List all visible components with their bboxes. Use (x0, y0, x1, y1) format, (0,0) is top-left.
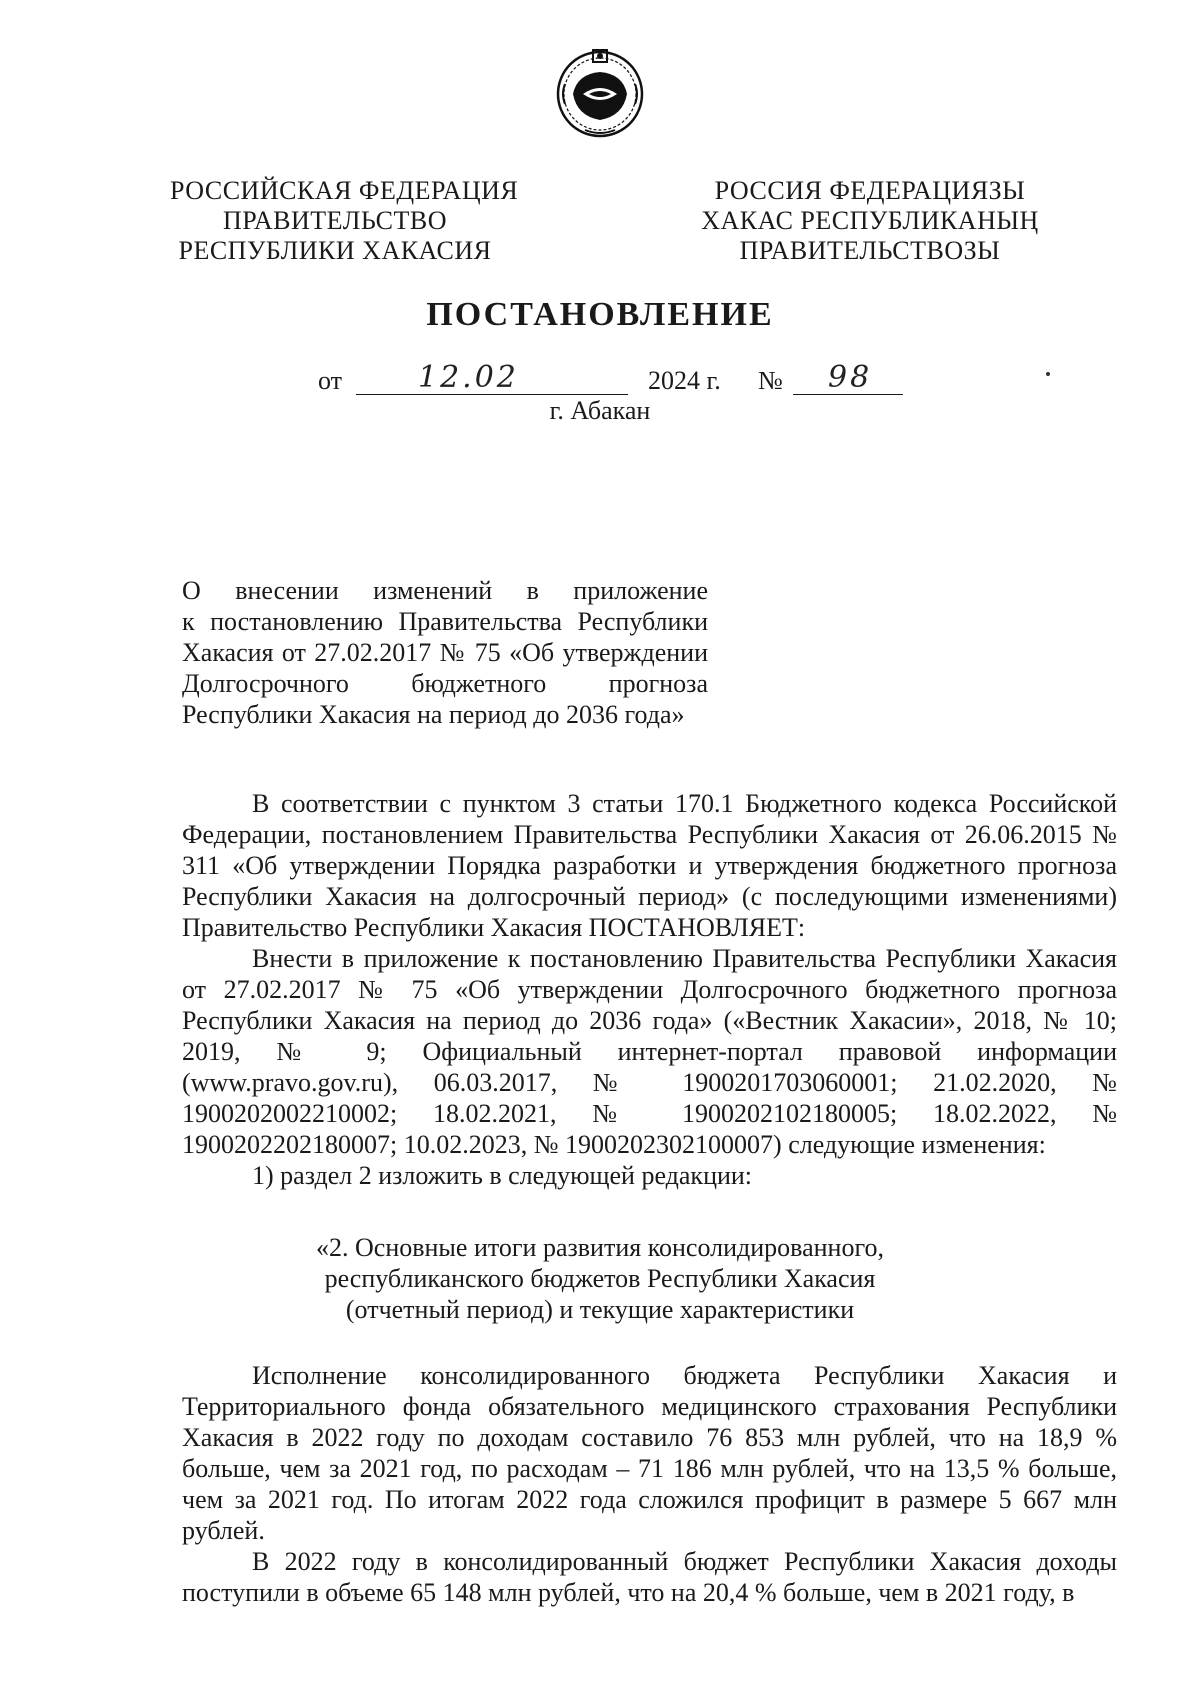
subject-line: Республики Хакасия на период до 2036 года» (182, 700, 685, 729)
preamble-paragraph: В соответствии с пунктом 3 статьи 170.1 Бюджетного кодекса Российской Федерации, постановлением Правительства Республики Хакасия от 26.06.2015 № 311 «Об утверждении Порядка разработки и утверждения бюджетного прогноза Республики Хакасия на долгосрочный период» (с последующими изменениями) Правительство Республики Хакасия ПОСТАНОВЛЯЕТ: (182, 789, 1117, 942)
subject-line: к постановлению Правительства Республики (182, 607, 708, 636)
subject-line: Хакасия от 27.02.2017 № 75 «Об утверждении (182, 638, 708, 667)
revenue-paragraph: В 2022 году в консолидированный бюджет Республики Хакасия доходы поступили в объеме 65 148 млн рублей, что на 20,4 % больше, чем в 2021 году, в (182, 1547, 1117, 1607)
year-label: 2024 г. (648, 366, 721, 395)
date-prefix: от (318, 366, 343, 395)
header-left-line: РЕСПУБЛИКИ ХАКАСИЯ (178, 236, 492, 265)
main-paragraph: Внести в приложение к постановлению Правительства Республики Хакасия от 27.02.2017 № 75 «Об утверждении Долгосрочного бюджетного прогноза Республики Хакасия на период до 2036 года» («Вестник Хакасии», 2018, № 10; 2019, № 9; Официальный интернет-портал правовой информации (www.pravo.gov.ru), 06.03.2017, № 1900201703060001; 21.02.2020, № 1900202002210002; 18.02.2021, № 1900202102180005; 18.02.2022, № 1900202202180007; 10.02.2023, № 1900202302100007) следующие изменения: (182, 944, 1117, 1159)
header-left-line: ПРАВИТЕЛЬСТВО (223, 206, 447, 235)
item-1: 1) раздел 2 изложить в следующей редакции: (252, 1161, 753, 1190)
coat-of-arms-emblem (555, 44, 645, 140)
section-heading-line: «2. Основные итоги развития консолидированного, (316, 1233, 884, 1262)
document-title: ПОСТАНОВЛЕНИЕ (426, 296, 774, 333)
subject-line: Долгосрочного бюджетного прогноза (182, 669, 708, 698)
section-heading (0, 1232, 1200, 1325)
city-label: г. Абакан (549, 396, 651, 425)
handwritten-date: 12.02 (418, 360, 519, 395)
execution-paragraph: Исполнение консолидированного бюджета Республики Хакасия и Территориального фонда обязательного медицинского страхования Республики Хакасия в 2022 году по доходам составило 76 853 млн рублей, что на 18,9 % больше, чем за 2021 год, по расходам – 71 186 млн рублей, что на 13,5 % больше, чем за 2021 год. По итогам 2022 года сложился профицит в размере 5 667 млн рублей. (182, 1361, 1117, 1545)
header-right-line: ПРАВИТЕЛЬСТВОЗЫ (739, 236, 1001, 265)
header-left-line: РОССИЙСКАЯ ФЕДЕРАЦИЯ (170, 176, 519, 205)
number-label: № (758, 366, 783, 395)
stray-dot (1046, 372, 1050, 376)
header-left (170, 176, 519, 266)
section-heading-line: (отчетный период) и текущие характеристики (345, 1295, 855, 1324)
header-right-line: ХАКАС РЕСПУБЛИКАНЫҢ (701, 206, 1039, 235)
body-lower (182, 1360, 1117, 1608)
subject-line: О внесении изменений в приложение (182, 576, 708, 605)
subject-block (182, 575, 708, 730)
header-right (700, 176, 1040, 266)
handwritten-number: 98 (828, 360, 873, 395)
body-upper (182, 788, 1117, 1191)
header-right-line: РОССИЯ ФЕДЕРАЦИЯЗЫ (714, 176, 1026, 205)
section-heading-line: республиканского бюджетов Республики Хакасия (324, 1264, 876, 1293)
